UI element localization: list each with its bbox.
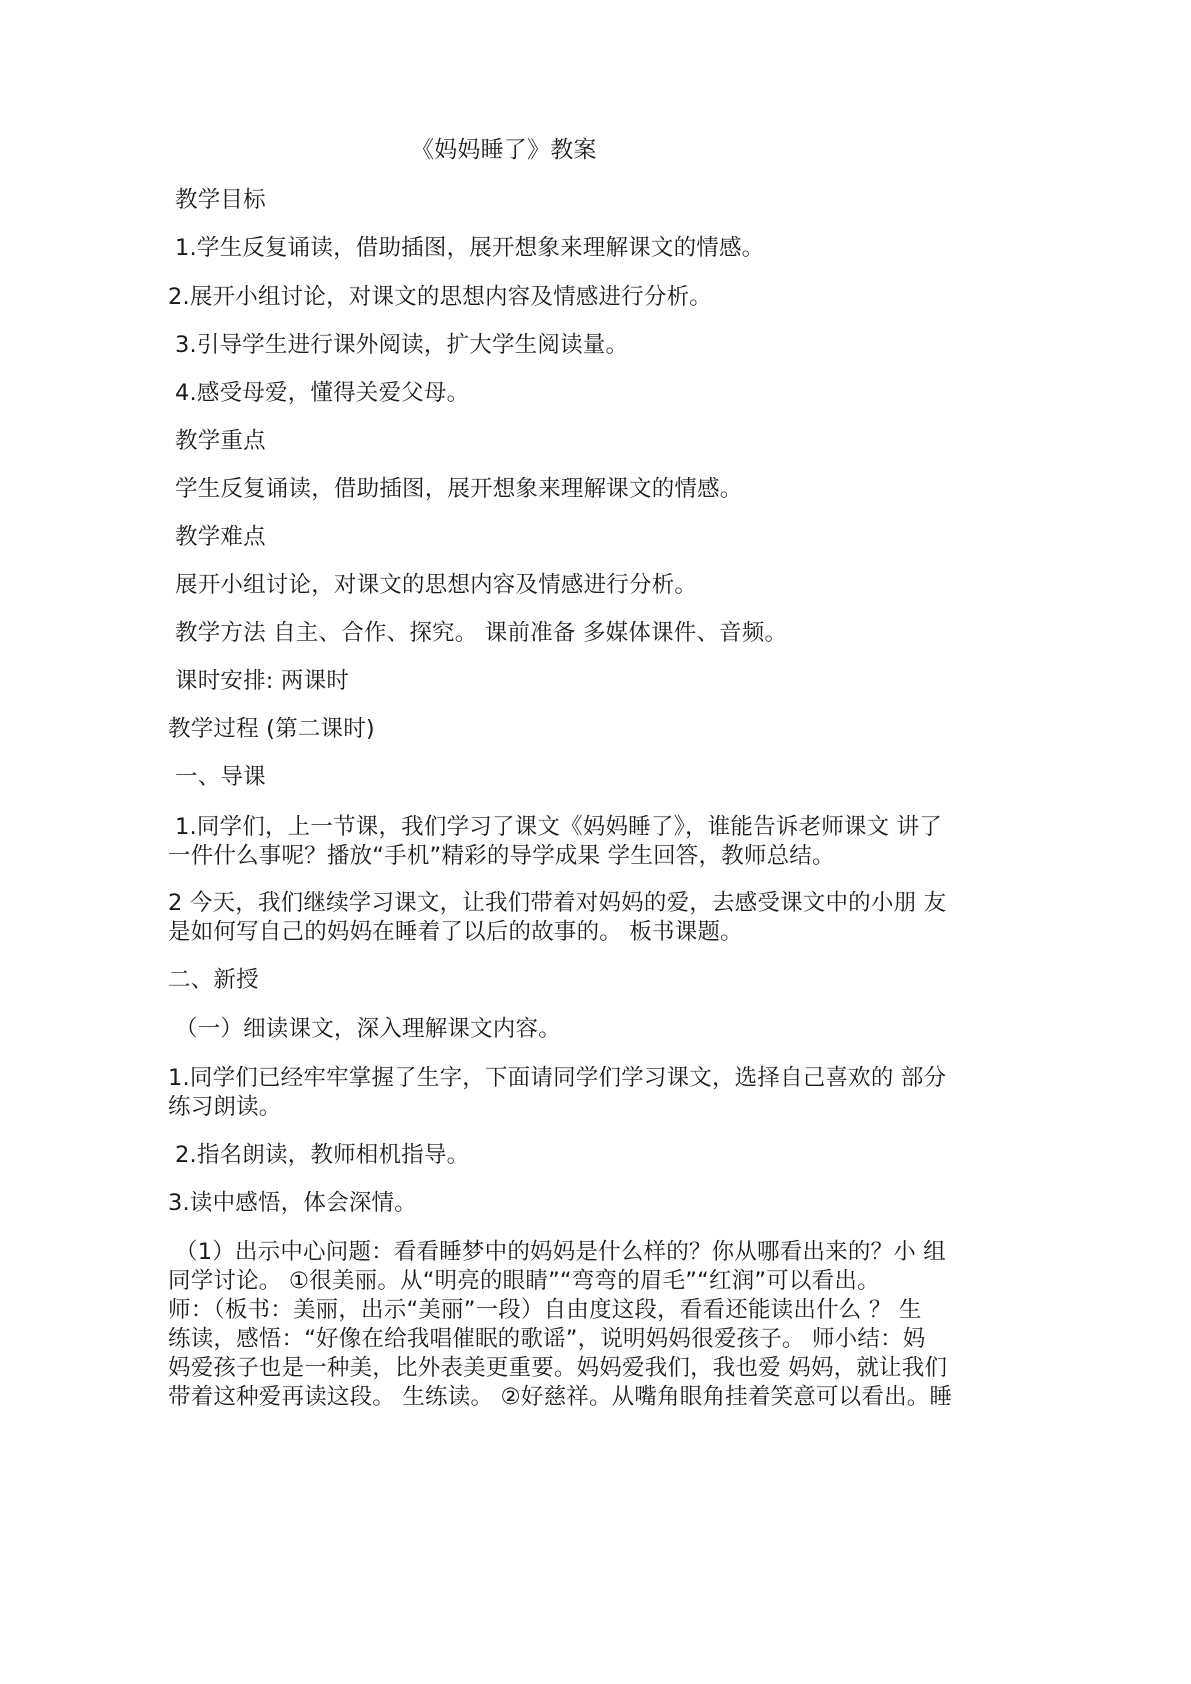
heading-difficulties: 教学难点 — [175, 524, 266, 550]
intro-paragraph-1-line-1: 1.同学们，上一节课，我们学习了课文《妈妈睡了》，谁能告诉老师课文 讲了 — [175, 814, 943, 840]
goal-item-1: 1.学生反复诵读，借助插图，展开想象来理解课文的情感。 — [175, 235, 765, 261]
intro-paragraph-2-line-1: 2 今天，我们继续学习课文，让我们带着对妈妈的爱，去感受课文中的小朋 友 — [168, 890, 947, 916]
goal-item-3: 3.引导学生进行课外阅读，扩大学生阅读量。 — [175, 332, 629, 358]
heading-teaching-goals: 教学目标 — [175, 187, 266, 213]
goal-item-2: 2.展开小组讨论，对课文的思想内容及情感进行分析。 — [168, 284, 712, 310]
heading-introduction: 一、导课 — [175, 764, 266, 790]
heading-new-lesson: 二、新授 — [168, 967, 259, 993]
class-schedule: 课时安排: 两课时 — [175, 668, 350, 694]
discussion-line-3: 师：（板书：美丽，出示“美丽”一段）自由度这段，看看还能读出什么 ？ 生 — [168, 1297, 922, 1323]
reading-step-2: 2.指名朗读，教师相机指导。 — [175, 1142, 470, 1168]
difficulties-text: 展开小组讨论，对课文的思想内容及情感进行分析。 — [175, 572, 698, 598]
key-points-text: 学生反复诵读，借助插图，展开想象来理解课文的情感。 — [175, 476, 743, 502]
reading-step-1-line-1: 1.同学们已经牢牢掌握了生字，下面请同学们学习课文，选择自己喜欢的 部分 — [168, 1065, 947, 1091]
methods-and-preparation: 教学方法 自主、合作、探究。 课前准备 多媒体课件、音频。 — [175, 620, 788, 646]
heading-teaching-process: 教学过程 (第二课时) — [168, 716, 375, 742]
heading-key-points: 教学重点 — [175, 428, 266, 454]
discussion-line-6: 带着这种爱再读这段。 生练读。 ②好慈祥。从嘴角眼角挂着笑意可以看出。睡 — [168, 1384, 953, 1410]
discussion-line-5: 妈爱孩子也是一种美，比外表美更重要。妈妈爱我们，我也爱 妈妈，就让我们 — [168, 1355, 948, 1381]
goal-item-4: 4.感受母爱，懂得关爱父母。 — [175, 380, 470, 406]
intro-paragraph-1-line-2: 一件什么事呢？播放“手机”精彩的导学成果 学生回答，教师总结。 — [168, 843, 835, 869]
discussion-line-4: 练读，感悟：“好像在给我唱催眠的歌谣”，说明妈妈很爱孩子。 师小结：妈 — [168, 1326, 926, 1352]
subheading-close-reading: （一）细读课文，深入理解课文内容。 — [175, 1016, 561, 1042]
intro-paragraph-2-line-2: 是如何写自己的妈妈在睡着了以后的故事的。 板书课题。 — [168, 919, 743, 945]
discussion-line-2: 同学讨论。 ①很美丽。从“明亮的眼睛”“弯弯的眉毛”“红润”可以看出。 — [168, 1268, 880, 1294]
reading-step-1-line-2: 练习朗读。 — [168, 1094, 282, 1120]
reading-step-3: 3.读中感悟，体会深情。 — [168, 1190, 417, 1216]
document-title: 《妈妈睡了》教案 — [411, 137, 597, 163]
discussion-line-1: （1）出示中心问题：看看睡梦中的妈妈是什么样的？你从哪看出来的？小 组 — [175, 1239, 946, 1265]
